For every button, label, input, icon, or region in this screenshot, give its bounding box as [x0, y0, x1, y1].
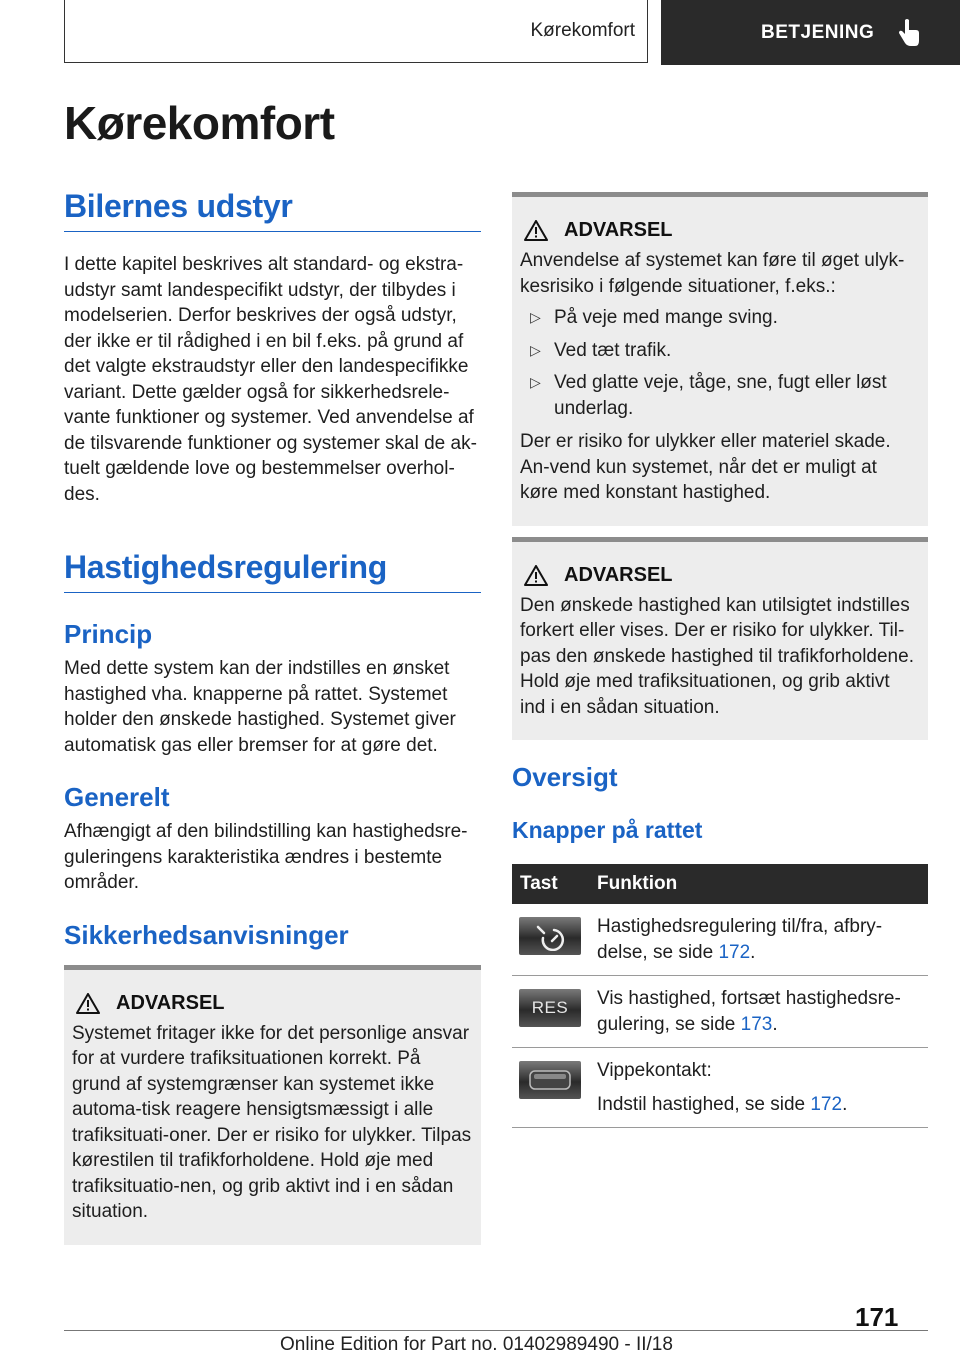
warning-triangle-icon [524, 220, 548, 241]
warning-outro: Der er risiko for ulykker eller materiel skade. An-vend kun systemet, når det er muligt at køre med konstant hastighed. [520, 431, 891, 503]
list-item [520, 305, 920, 331]
warning-text: Den ønskede hastighed kan utilsigtet indstilles forkert eller vises. Der er risiko for ulykker. Til-pas den ønskede hastighed til trafikforholdene. Hold øje med trafiksituationen, og grib aktivt ind i en sådan situation. [520, 594, 914, 718]
heading-hastighedsregulering: Hastighedsregulering [64, 549, 481, 593]
key-function-table [512, 864, 928, 1128]
function-text-end: . [750, 941, 756, 963]
warning-triangle-icon [524, 565, 548, 586]
heading-knapper-paa-rattet: Knapper på rattet [512, 817, 703, 843]
heading-bilernes-udstyr: Bilernes udstyr [64, 188, 481, 232]
function-cell [589, 904, 928, 976]
function-cell [589, 1048, 928, 1128]
heading-sikkerhedsanvisninger: Sikkerhedsanvisninger [64, 919, 349, 950]
function-text-end: . [842, 1093, 848, 1115]
table-row [512, 904, 928, 976]
bullet-triangle-icon: ▷ [530, 374, 541, 390]
res-button-icon [519, 989, 581, 1027]
pointing-hand-icon [896, 18, 922, 48]
function-text: Hastighedsregulering til/fra, afbry-delse, se side [597, 916, 883, 963]
function-text-line [597, 1092, 920, 1118]
footer-divider [64, 1330, 928, 1331]
footer-edition: Online Edition for Part no. 01402989490 - II/18 [280, 1334, 673, 1355]
bullet-triangle-icon: ▷ [530, 309, 541, 325]
page-title: Kørekomfort [64, 97, 335, 149]
section-tab [64, 0, 648, 63]
heading-generelt: Generelt [64, 782, 170, 812]
column-header-function: Funktion [589, 864, 928, 904]
function-cell [589, 976, 928, 1048]
warning-intro: Anvendelse af systemet kan føre til øget ulyk-kesrisiko i følgende situationer, f.eks.: [520, 250, 905, 297]
section-tab-label: Kørekomfort [530, 20, 635, 41]
chapter-tab [661, 0, 960, 65]
chapter-tab-label: BETJENING [761, 21, 875, 43]
paragraph-bilernes-udstyr: I dette kapitel beskrives alt standard- og ekstra-udstyr samt landespecifikt udstyr, der tilbydes i modelserien. Derfor beskrives der også udstyr, der ikke er til rådighed i en bil f.eks. på grund af det valgte ekstraudstyr eller den landespecifikke variant. Dette gælder også for sikkerhedsrele-vante funktioner og systemer. Ved anvendelse af de tilsvarende funktioner og systemer skal de ak-tuelt gældende love og bestemmelser overhol-des. [64, 254, 477, 505]
warning-label: ADVARSEL [564, 563, 673, 586]
table-row [512, 1048, 928, 1128]
key-cell [512, 904, 589, 976]
function-text-end: . [772, 1013, 778, 1035]
bullet-triangle-icon: ▷ [530, 341, 541, 358]
page-link[interactable]: 172 [810, 1093, 843, 1115]
warning-bullet-list [520, 305, 920, 421]
warning-header [72, 992, 473, 1015]
warning-box [64, 965, 481, 1245]
list-item-text: På veje med mange sving. [554, 307, 778, 328]
warning-header [520, 564, 920, 587]
key-cell [512, 1048, 589, 1128]
rocker-switch-icon [519, 1061, 581, 1099]
table-row [512, 976, 928, 1048]
warning-triangle-icon [76, 993, 100, 1014]
page-number: 171 [855, 1302, 899, 1332]
warning-label: ADVARSEL [116, 991, 225, 1014]
warning-text: Systemet fritager ikke for det personlige ansvar for at vurdere trafiksituationen korrekt. På grund af systemgrænser kan systemet ikke automa-tisk reagere hensigtsmæssigt i alle trafiksituati-oner. Der er risiko for ulykker. Tilpas kørestilen til trafikforholdene. Hold øje med trafiksituatio-nen, og grib aktivt ind i en sådan situation. [72, 1022, 472, 1222]
function-text: Indstil hastighed, se side [597, 1093, 811, 1115]
table-header-row [512, 864, 928, 904]
res-button-label: RES [531, 998, 569, 1018]
list-item [520, 338, 920, 364]
page-link[interactable]: 173 [740, 1013, 773, 1035]
heading-oversigt: Oversigt [512, 762, 618, 792]
heading-princip: Princip [64, 619, 153, 649]
key-cell [512, 976, 589, 1048]
warning-box-2 [512, 537, 928, 741]
function-text: Vis hastighed, fortsæt hastighedsre-gulering, se side [597, 988, 901, 1035]
cruise-control-button-icon [519, 917, 581, 955]
warning-label: ADVARSEL [564, 219, 673, 241]
warning-box-1 [512, 192, 928, 526]
list-item-text: Ved tæt trafik. [554, 339, 672, 361]
paragraph-princip: Med dette system kan der indstilles en ønsket hastighed vha. knapperne på rattet. Systemet holder den ønskede hastighed. Systemet giver automatisk gas eller bremser for at gøre det. [64, 658, 456, 756]
right-column [512, 192, 928, 1128]
warning-header [520, 219, 920, 242]
page-link[interactable]: 172 [718, 941, 751, 963]
paragraph-generelt: Afhængigt af den bilindstilling kan hastighedsre-guleringens karakteristika ændres i bestemte områder. [64, 821, 468, 893]
list-item-text: Ved glatte veje, tåge, sne, fugt eller løst underlag. [554, 372, 887, 419]
function-text: Vippekontakt: [597, 1060, 712, 1081]
left-column [64, 188, 481, 1245]
list-item [520, 370, 920, 421]
column-header-key: Tast [512, 864, 589, 904]
